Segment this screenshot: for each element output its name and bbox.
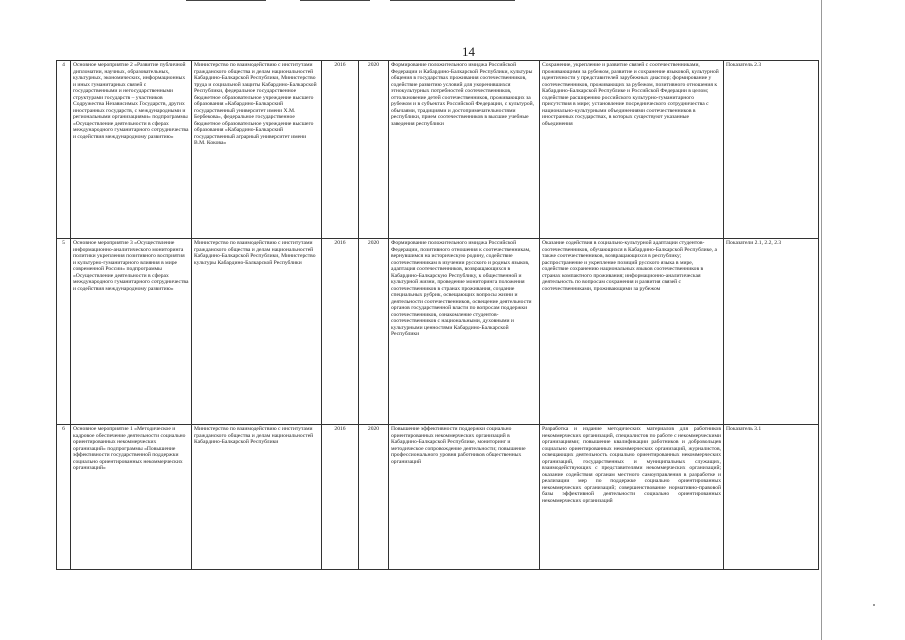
- start-year: 2016: [322, 239, 359, 425]
- executor: Министерство по взаимодействию с институтами гражданского общества и делам национальностей Кабардино-Балкарской Республики, Министерство труда и социальной защиты Кабардино-Балкарской Республики, федеральное государственное бюджетное образовательное учреждение высшего образования «Кабардино-Балкарский государственный университет имени Х.М. Бербекова», федеральное государственное бюджетное образовательное учреждение высшего образования «Кабардино-Балкарский государственный аграрный университет имени В.М. Кокова»: [192, 61, 322, 239]
- event-name: Основное мероприятие 1 «Методическое и кадровое обеспечение деятельности социально ориентированных некоммерческих организаций» подпрограммы «Повышение эффективности государственной поддержки социально ориентированных некоммерческих организаций»: [71, 425, 192, 570]
- end-year: 2020: [359, 61, 389, 239]
- page-number: 14: [462, 44, 475, 59]
- indicator: Показатели 2.1, 2.2, 2.3: [724, 239, 819, 425]
- executor: Министерство по взаимодействию с институтами гражданского общества и делам национальностей Кабардино-Балкарской Республики, Министерство культуры Кабардино-Балкарской Республики: [192, 239, 322, 425]
- top-rule-middle: [300, 0, 370, 1]
- table-row: [57, 61, 819, 239]
- consequences: Оказание содействия в социально-культурной адаптации студентов-соотечественников, обучающихся в Кабардино-Балкарской Республике, а также соотечественников, возвращающихся в республику; распространение и укрепление позиций русского языка в мире, содействие сохранению национальных языков соотечественников в странах компактного проживания; информационно-аналитическая деятельность по вопросам сохранения и развития связей с соотечественниками, проживающими за рубежом: [540, 239, 724, 425]
- end-year: 2020: [359, 425, 389, 570]
- table-row: [57, 239, 819, 425]
- expected-result: Повышение эффективности поддержки социально ориентированных некоммерческих организаций в Кабардино-Балкарской Республике, мониторинг и методическое сопровождение деятельности; повышение профессионального уровня работников общественных организаций: [389, 425, 540, 570]
- start-year: 2016: [322, 61, 359, 239]
- expected-result: Формирование положительного имиджа Российской Федерации, позитивного отношения к соотечественникам, вернувшимся на историческую родину, содействие соотечественникам в изучении русского и родных языков, адаптация соотечественников, возвращающихся в Кабардино-Балкарскую Республику, к общественной и культурной жизни, проведение мониторинга положения соотечественников в странах проживания, создание специальных рубрик, освещающих вопросы жизни и деятельности соотечественников, освещение деятельности органов государственной власти по вопросам поддержки соотечественников, ознакомление студентов-соотечественников с национальными, духовными и культурными ценностями Кабардино-Балкарской Республики: [389, 239, 540, 425]
- indicator: Показатель 3.1: [724, 425, 819, 570]
- row-number: 6: [57, 425, 71, 570]
- scan-speck: [873, 604, 875, 606]
- executor: Министерство по взаимодействию с институтами гражданского общества и делам национальностей Кабардино-Балкарской Республики: [192, 425, 322, 570]
- program-events-table: [56, 60, 819, 570]
- end-year: 2020: [359, 239, 389, 425]
- expected-result: Формирование положительного имиджа Российской Федерации и Кабардино-Балкарской Республики, культуры общения в государствах проживания соотечественников, содействие развитию условий для укоренившихся этнокультурных потребностей соотечественников, оттолкновение детей соотечественников, проживающих за рубежом и в субъектах Российской Федерации, с культурой, обычаями, традициями и достопримечательностями республики, прием соотечественников в высшие учебные заведения республики: [389, 61, 540, 239]
- start-year: 2016: [322, 425, 359, 570]
- top-rule-right: [390, 0, 515, 1]
- row-number: 4: [57, 61, 71, 239]
- indicator: Показатель 2.3: [724, 61, 819, 239]
- page-edge-line: [821, 0, 822, 640]
- event-name: Основное мероприятие 3 «Осуществление информационно-аналитического мониторинга политики укрепления позитивного восприятия и культурно-гуманитарного влияния в мире современной России» подпрограммы «Осуществление деятельности в сферах международного гуманитарного сотрудничества и содействия международному развитию»: [71, 239, 192, 425]
- row-number: 5: [57, 239, 71, 425]
- top-rule-left: [186, 0, 266, 1]
- event-name: Основное мероприятие 2 «Развитие публичной дипломатии, научных, образовательных, культурных, экономических, информационных и иных гуманитарных связей с государственными и негосударственными структурами государств – участников Содружества Независимых Государств, других иностранных государств, с международными и региональными организациями» подпрограммы «Осуществление деятельности в сферах международного гуманитарного сотрудничества и содействия международному развитию»: [71, 61, 192, 239]
- consequences: Разработка и издание методических материалов для работников некоммерческих организаций, специалистов по работе с некоммерческими организациями; повышение квалификации работников и добровольцев социально ориентированных некоммерческих организаций, журналистов, освещающих деятельность социально ориентированных некоммерческих организаций, государственных и муниципальных служащих, взаимодействующих с представителями некоммерческих организаций; оказание содействия органам местного самоуправления в разработке и реализации мер по поддержке социально ориентированных некоммерческих организаций; совершенствование нормативно-правовой базы эффективной деятельности социально ориентированных некоммерческих организаций: [540, 425, 724, 570]
- consequences: Сохранение, укрепление и развитие связей с соотечественниками, проживающими за рубежом, развитие и сохранение языковой, культурной идентичности у представителей зарубежных диаспор; формирование у соотечественников, проживающих за рубежом, позитивного отношения к Кабардино-Балкарской Республике и Российской Федерации в целом; содействие расширению российского культурно-гуманитарного присутствия в мире; установление посреднического сотрудничества с национально-культурными объединениями соотечественников в иностранных государствах, в которых существуют указанные объединения: [540, 61, 724, 239]
- table-row: [57, 425, 819, 570]
